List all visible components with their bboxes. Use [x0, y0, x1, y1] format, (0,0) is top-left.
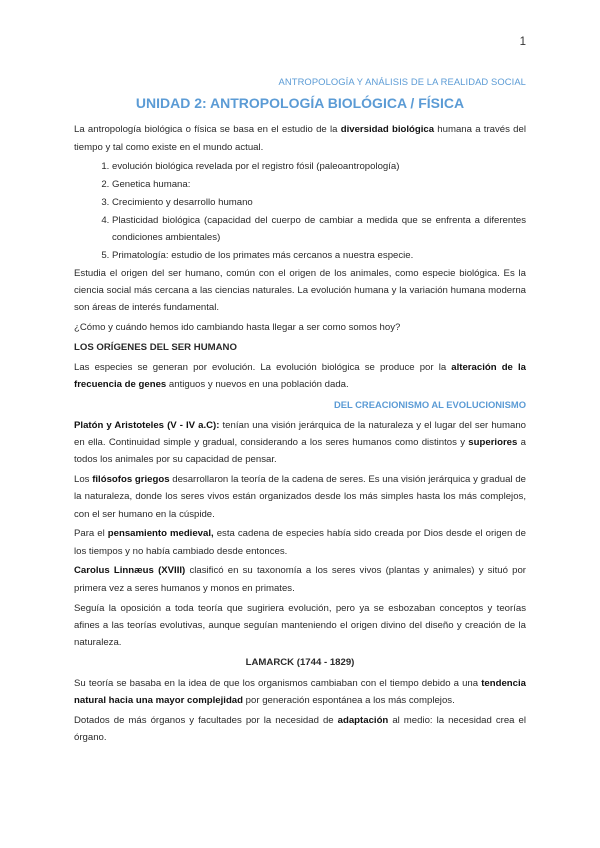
plato-paragraph: Platón y Aristoteles (V - IV a.C): tenían una visión jerárquica de la naturaleza y el lugar del ser humano en ella. Continuidad simple y gradual, considerando a los seres humanos como distintos y superiores a todos los animales por su capacidad de pensar.: [74, 419, 526, 466]
unit-title: UNIDAD 2: ANTROPOLOGÍA BIOLÓGICA / FÍSICA: [135, 95, 465, 112]
course-header: ANTROPOLOGÍA Y ANÁLISIS DE LA REALIDAD SOCIAL: [278, 76, 526, 87]
lamarck-heading: LAMARCK (1744 - 1829): [245, 657, 355, 669]
origin-paragraph: Estudia el origen del ser humano, común con el origen de los animales, como especie biológica. Es la ciencia social más cercana a las ciencias naturales. La evolución humana y la variación humana moderna son áreas de interés fundamental.: [74, 267, 526, 314]
page-number: 1: [519, 36, 526, 48]
list-item: 4. Plasticidad biológica (capacidad del cuerpo de cambiar a medida que se enfrenta a diferentes condiciones ambientales): [112, 212, 526, 247]
lamarck-paragraph-2: Dotados de más órganos y facultades por la necesidad de adaptación al medio: la necesidad crea el órgano.: [74, 714, 526, 744]
list-item: 1. evolución biológica revelada por el registro fósil (paleoantropología): [112, 158, 526, 175]
lamarck-paragraph-1: Su teoría se basaba en la idea de que los organismos cambiaban con el tiempo debido a una tendencia natural hacia una mayor complejidad por generación espontánea a los más complejos.: [74, 677, 526, 706]
section-heading-origins: LOS ORÍGENES DEL SER HUMANO: [74, 341, 237, 353]
document-body: [74, 73, 526, 749]
list-item: 3. Crecimiento y desarrollo humano: [112, 194, 526, 211]
list-item: 2. Genetica humana:: [112, 176, 526, 193]
medieval-paragraph: Para el pensamiento medieval, esta cadena de especies había sido creada por Dios desde el origen de los tiempos y no había cambiado desde entonces.: [74, 528, 526, 557]
question-paragraph: ¿Cómo y cuándo hemos ido cambiando hasta llegar a ser como somos hoy?: [74, 322, 401, 334]
opposition-paragraph: Seguía la oposición a toda teoría que sugiriera evolución, pero ya se esbozaban conceptos y teorías afines a las teorías evolutivas, aunque seguían manteniendo el origen divino del diseño y creación de la naturaleza.: [74, 602, 526, 649]
greeks-paragraph: Los filósofos griegos desarrollaron la teoría de la cadena de seres. Es una visión jerárquica y gradual de la naturaleza, donde los seres vivos están organizados desde los más simples hasta los más complejos, con el ser humano en la cúspide.: [74, 473, 526, 520]
intro-paragraph: La antropología biológica o física se basa en el estudio de la diversidad biológica humana a través del tiempo y tal como existe en el mundo actual.: [74, 124, 526, 153]
linnaeus-paragraph: Carolus Linnæus (XVIII) clasificó en su taxonomía a los seres vivos (plantas y animales) y situó por primera vez a seres humanos y monos en primates.: [74, 565, 526, 594]
evolution-paragraph: Las especies se generan por evolución. La evolución biológica se produce por la alteración de la frecuencia de genes antiguos y nuevos en una población dada.: [74, 361, 526, 390]
list-item: 5. Primatología: estudio de los primates más cercanos a nuestra especie.: [112, 247, 526, 264]
topics-list: [74, 158, 526, 264]
subheading-creationism: DEL CREACIONISMO AL EVOLUCIONISMO: [333, 399, 526, 411]
